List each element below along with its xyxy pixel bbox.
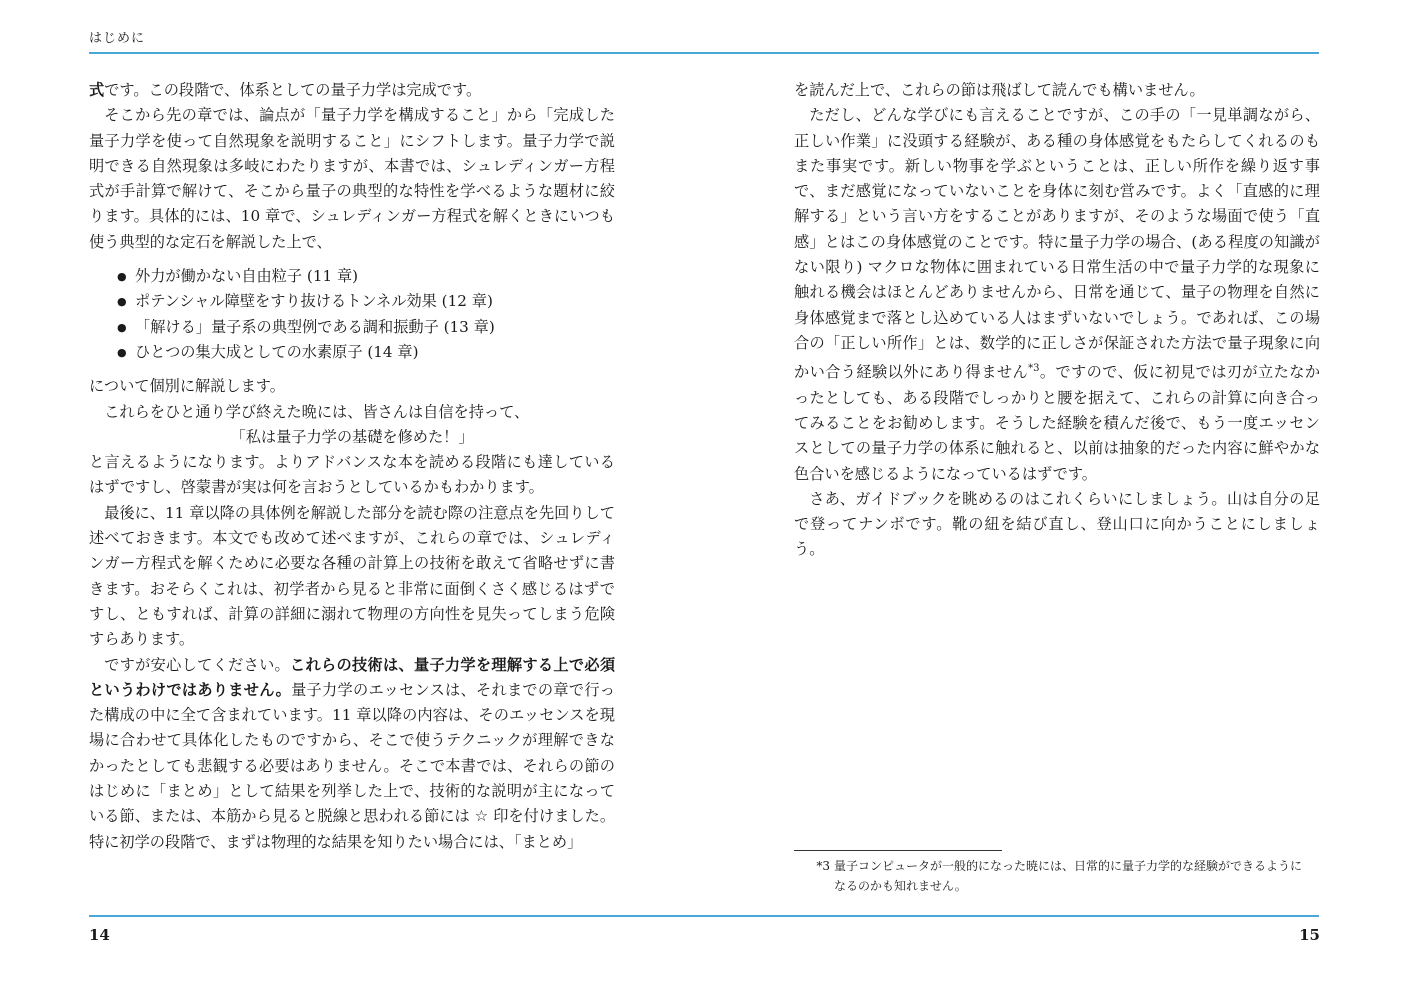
footnote-mark: *3 xyxy=(816,859,830,873)
paragraph: と言えるようになります。よりアドバンスな本を読める段階にも達しているはずですし、啓蒙書が実は何を言おうとしているかもわかります。 xyxy=(89,453,615,497)
bold-text: 式 xyxy=(89,81,105,99)
footnote-text: 量子コンピュータが一般的になった暁には、日常的に量子力学的な経験ができるように xyxy=(834,859,1303,873)
paragraph-text: 量子力学のエッセンスは、それまでの章で行った構成の中に全て含まれています。11 章以降の内容は、そのエッセンスを現場に合わせて具体化したものですから、そこで使うテクニックが理解できなかったとしても悲観する必要はありません。そこで本書では、それらの節のはじめに「まとめ」として結果を列挙した上で、技術的な説明が主になっている節、または、本筋から見ると脱線と思われる節には xyxy=(89,680,615,826)
star-icon: ☆ xyxy=(474,807,489,826)
list-item: ● 外力が働かない自由粒子 (11 章) xyxy=(117,264,615,289)
paragraph-text: ですが安心してください。 xyxy=(104,655,291,674)
paragraph: を読んだ上で、これらの節は飛ばして読んでも構いません。 xyxy=(794,81,1205,99)
left-page-body xyxy=(89,78,615,855)
paragraph: これらをひと通り学び終えた晩には、皆さんは自信を持って、 xyxy=(104,402,530,421)
paragraph: そこから先の章では、論点が「量子力学を構成すること」から「完成した量子力学を使って自然現象を説明すること」にシフトします。量子力学で説明できる自然現象は多岐にわたりますが、本書では、シュレディンガー方程式が手計算で解けて、そこから量子の典型的な特性を学べるような題材に絞ります。具体的には、10 章で、シュレディンガー方程式を解くときにいつも使う典型的な定石を解説した上で、 xyxy=(89,106,615,251)
page-number-right: 15 xyxy=(1299,926,1320,944)
paragraph: 最後に、11 章以降の具体例を解説した部分を読む際の注意点を先回りして述べておきます。本文でも改めて述べますが、これらの章では、シュレディンガー方程式を解くために必要な各種の計算上の技術を敢えて省略せずに書きます。おそらくこれは、初学者から見ると非常に面倒くさく感じるはずですし、ともすれば、計算の詳細に溺れて物理の方向性を見失ってしまう危険すらあります。 xyxy=(89,503,615,649)
list-item: ● ポテンシャル障壁をすり抜けるトンネル効果 (12 章) xyxy=(117,289,615,314)
right-page-body xyxy=(794,78,1320,563)
bold-text: これらの技術は、量子力学を理解する上で必須というわけではありません。 xyxy=(89,655,615,699)
paragraph xyxy=(794,103,1320,487)
footnote-rule xyxy=(794,850,1002,851)
paragraph xyxy=(89,78,615,103)
topic-list xyxy=(117,264,615,365)
display-quote: 「私は量子力学の基礎を修めた！」 xyxy=(230,427,474,446)
paragraph-text: ただし、どんな学びにも言えることですが、この手の「一見単調ながら、正しい作業」に没頭する経験が、ある種の身体感覚をもたらしてくれるのもまた事実です。新しい物事を学ぶということは、正しい所作を繰り返す事で、まだ感覚になっていないことを身体に刻む営みです。よく「直感的に理解する」という言い方をすることがありますが、そのような場面で使う「直感」とはこの身体感覚のことです。特に量子力学の場合、(ある程度の知識がない限り) マクロな物体に囲まれている日常生活の中で量子力学的な現象に触れる機会はほとんどありませんから、日常を通じて、量子の物理を自然に身体感覚まで落とし込めている人はまずいないでしょう。であれば、この場合の「正しい所作」とは、数学的に正しさが保証された方法で量子現象に向かい合う経験以外にあり得ません xyxy=(794,106,1320,382)
list-item: ● ひとつの集大成としての水素原子 (14 章) xyxy=(117,340,615,365)
header-rule xyxy=(89,52,1319,54)
paragraph xyxy=(89,653,615,855)
paragraph: について個別に解説します。 xyxy=(89,377,285,396)
paragraph: さあ、ガイドブックを眺めるのはこれくらいにしましょう。山は自分の足で登ってナンボです。靴の紐を結び直し、登山口に向かうことにしましょう。 xyxy=(794,489,1320,559)
footnote-ref: *3 xyxy=(1028,363,1040,375)
page-number-left: 14 xyxy=(89,926,110,944)
paragraph-text: 。ですので、仮に初見では刃が立たなかったとしても、ある段階でしっかりと腰を据えて、これらの計算に向き合ってみることをお勧めします。そうした経験を積んだ後で、もう一度エッセンスとしての量子力学の体系に触れると、以前は抽象的だった内容に鮮やかな色合いを感じるようになっているはずです。 xyxy=(794,363,1321,483)
footnote-text: なるのかも知れません。 xyxy=(834,879,967,893)
paragraph-text: です。この段階で、体系としての量子力学は完成です。 xyxy=(104,81,482,99)
list-item: ● 「解ける」量子系の典型例である調和振動子 (13 章) xyxy=(117,315,615,340)
running-head: はじめに xyxy=(89,31,146,46)
footer-rule xyxy=(89,915,1319,917)
footnote xyxy=(794,856,1320,896)
paragraph-text: 印を付けました。特に初学の段階で、まずは物理的な結果を知りたい場合には、「まとめ」 xyxy=(89,807,616,851)
